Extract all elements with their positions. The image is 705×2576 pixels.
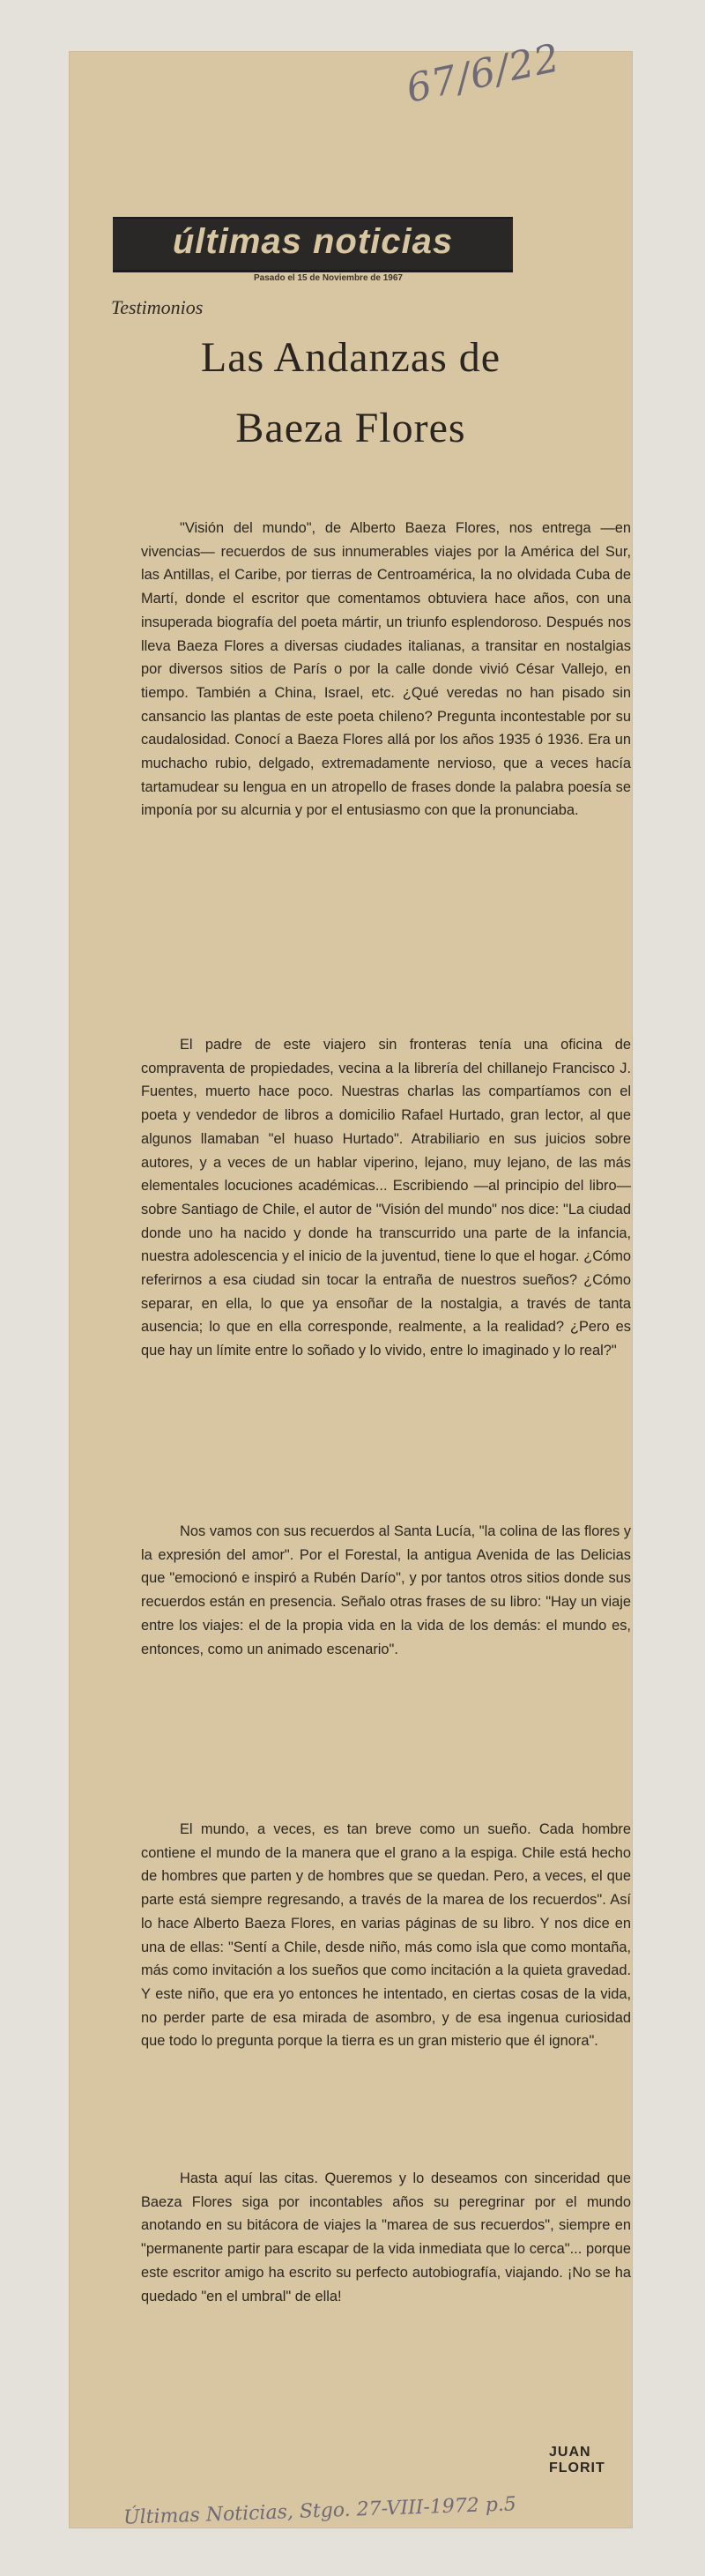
article-paragraph-5 [141,2167,631,2308]
masthead-title: últimas noticias [172,222,454,261]
article-paragraph-4 [141,1818,631,2053]
headline-line-1: Las Andanzas de [200,334,501,381]
article-paragraph-2 [141,1033,631,1363]
author-signature: JUAN FLORIT [549,2445,605,2475]
article-paragraph-1 [141,517,631,823]
handwritten-archive-number: 67/6/22 [402,35,564,112]
newspaper-masthead [113,217,513,272]
article-paragraph-3 [141,1520,631,1661]
handwritten-source-note: Últimas Noticias, Stgo. 27-VIII-1972 p.5 [122,2493,517,2529]
paragraph-text: El mundo, a veces, es tan breve como un sueño. Cada hombre contiene el mundo de la manera que el grano a la espiga. Chile está hecho de hombres que parten y de hombres que se quedan. Pero, a veces, el que parte está siempre regresando, a través de la marea de los recuerdos". Así lo hace Alberto Baeza Flores, en varias páginas de su libro. Y nos dice en una de ellas: "Sentí a Chile, desde niño, más como isla que como montaña, más como invitación a los sueños que como incitación a la quieta gravedad. Y este niño, que era yo entonces he intentado, en ciertas cosas de la vida, no perder parte de esa mirada de asombro, y de esa ingenua curiosidad que todo lo pregunta porque la tierra es un gran misterio que él ignora". [141,1821,631,2050]
paragraph-text: Nos vamos con sus recuerdos al Santa Lucía, "la colina de las flores y la expresión del amor". Por el Forestal, la antigua Avenida de las Delicias que "emocionó e inspiró a Rubén Darío", y por tantos otros sitios donde sus recuerdos están en presencia. Señalo otras frases de su libro: "Hay un viaje entre los viajes: el de la propia vida en la vida de los demás: el mundo es, entonces, como un animado escenario". [141,1523,631,1657]
newspaper-clipping [69,35,633,2529]
section-label: Testimonios [111,296,204,318]
paragraph-text: El padre de este viajero sin fronteras tenía una oficina de compraventa de propiedades, vecina a la librería del chillanejo Francisco J. Fuentes, muerto hace poco. Nuestras charlas las compartíamos con el poeta y vendedor de libros a domicilio Rafael Hurtado, gran lector, al que algunos llamaban "el huaso Hurtado". Atrabiliario en sus juicios sobre autores, y a veces de un hablar viperino, lejano, muy lejano, de las más elementales locuciones académicas... Escribiendo —al principio del libro— sobre Santiago de Chile, el autor de "Visión del mundo" nos dice: "La ciudad donde uno ha nacido y donde ha transcurrido una parte de la infancia, nuestra adolescencia y el inicio de la juventud, tiene lo que el hogar. ¿Cómo referirnos a esa ciudad sin tocar la entraña de nuestros sueños? ¿Cómo separar, en ella, lo que ya ensoñar de la nostalgia, a través de tanta ausencia; lo que en ella corresponde, realmente, a la realidad? ¿Pero es que hay un límite entre lo soñado y lo vivido, entre lo imaginado y lo real?" [141,1037,631,1359]
paragraph-text: "Visión del mundo", de Alberto Baeza Flores, nos entrega —en vivencias— recuerdos de sus innumerables viajes por la América del Sur, las Antillas, el Caribe, por tierras de Centroamérica, la no olvidada Cuba de Martí, donde el escritor que comentamos obtuviera hace años, con una insuperada biografía del poeta mártir, un triunfo esplendoroso. Después nos lleva Baeza Flores a diversas ciudades italianas, a transitar en nostalgias por diversos sitios de París o por la calle donde vivió César Vallejo, en tiempo. También a China, Israel, etc. ¿Qué veredas no han pisado sin cansancio las plantas de este poeta chileno? Pregunta incontestable por su caudalosidad. Conocí a Baeza Flores allá por los años 1935 ó 1936. Era un muchacho rubio, delgado, extremadamente nervioso, que a veces hacía tartamudear su lengua en un atropello de frases donde la palabra poesía se imponía por su alcurnia y por el entusiasmo con que la pronunciaba. [141,520,631,819]
headline-line-2: Baeza Flores [235,405,466,451]
paragraph-text: Hasta aquí las citas. Queremos y lo deseamos con sinceridad que Baeza Flores siga por incontables años su peregrinar por el mundo anotando en su bitácora de viajes la "marea de sus recuerdos", siempre en "permanente partir para escapar de la vida inmediata que lo cerca"... porque este escritor amigo ha escrito su perfecto autobiografía, viajando. ¡No se ha quedado "en el umbral" de ella! [141,2170,631,2304]
masthead-date-line: Pasado el 15 de Noviembre de 1967 [254,273,403,283]
